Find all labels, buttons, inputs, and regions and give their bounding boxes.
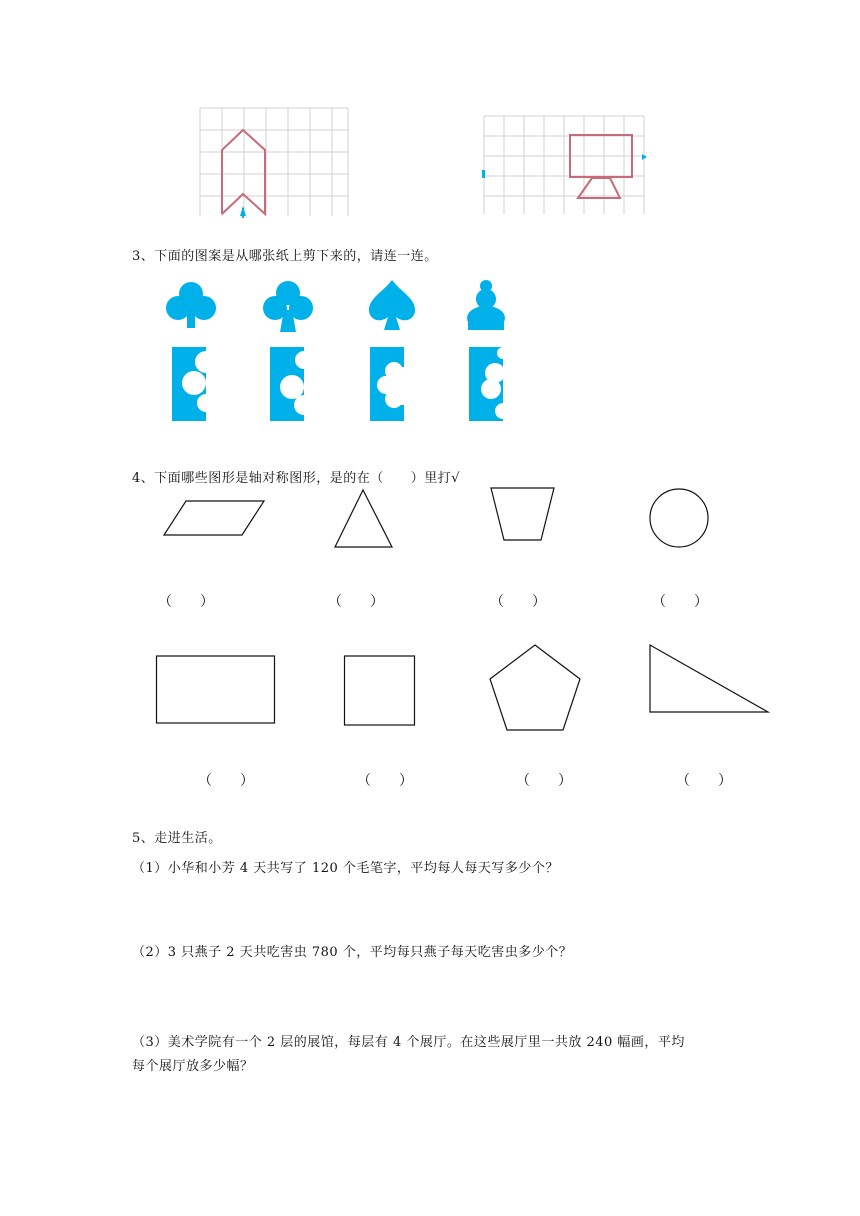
question-5-item-3-cont: 每个展厅放多少幅？	[132, 1059, 254, 1074]
grid-figure-arrow	[200, 108, 350, 218]
parallelogram-icon	[162, 500, 266, 540]
gourd-icon	[462, 278, 510, 334]
paper-strip-4-icon	[469, 347, 509, 423]
answer-blank-triangle[interactable]: （ ）	[328, 594, 384, 610]
paper-strip-1-icon	[172, 347, 212, 423]
trapezoid-icon	[489, 486, 557, 544]
club-icon	[262, 280, 314, 334]
paper-strip-2-icon	[270, 347, 310, 423]
rectangle-icon	[155, 655, 277, 725]
answer-blank-parallelogram[interactable]: （ ）	[158, 594, 214, 610]
spade-icon	[365, 278, 419, 334]
question-5-item-2: （2）3 只燕子 2 天共吃害虫 780 个，平均每只燕子每天吃害虫多少个？	[132, 945, 573, 960]
answer-blank-rectangle[interactable]: （ ）	[198, 773, 254, 789]
question-3-title: 3、下面的图案是从哪张纸上剪下来的，请连一连。	[132, 249, 438, 264]
square-icon	[343, 655, 417, 727]
grid-figure-tv	[484, 116, 650, 216]
answer-blank-right-triangle[interactable]: （ ）	[676, 773, 732, 789]
triangle-icon	[333, 488, 395, 550]
answer-blank-pentagon[interactable]: （ ）	[516, 773, 572, 789]
circle-icon	[648, 487, 712, 551]
answer-blank-square[interactable]: （ ）	[357, 773, 413, 789]
club-trefoil-icon	[165, 280, 217, 330]
question-5-item-3: （3）美术学院有一个 2 层的展馆，每层有 4 个展厅。在这些展厅里一共放 240 幅画，平均	[132, 1035, 685, 1050]
question-5-item-1: （1）小华和小芳 4 天共写了 120 个毛笔字，平均每人每天写多少个？	[132, 861, 559, 876]
question-5-title: 5、走进生活。	[132, 831, 222, 846]
answer-blank-trapezoid[interactable]: （ ）	[490, 594, 546, 610]
answer-blank-circle[interactable]: （ ）	[652, 594, 708, 610]
right-triangle-icon	[648, 643, 772, 715]
paper-strip-3-icon	[370, 347, 410, 423]
pentagon-icon	[488, 643, 584, 733]
question-4-title: 4、下面哪些图形是轴对称图形，是的在（ ）里打√	[132, 471, 461, 486]
